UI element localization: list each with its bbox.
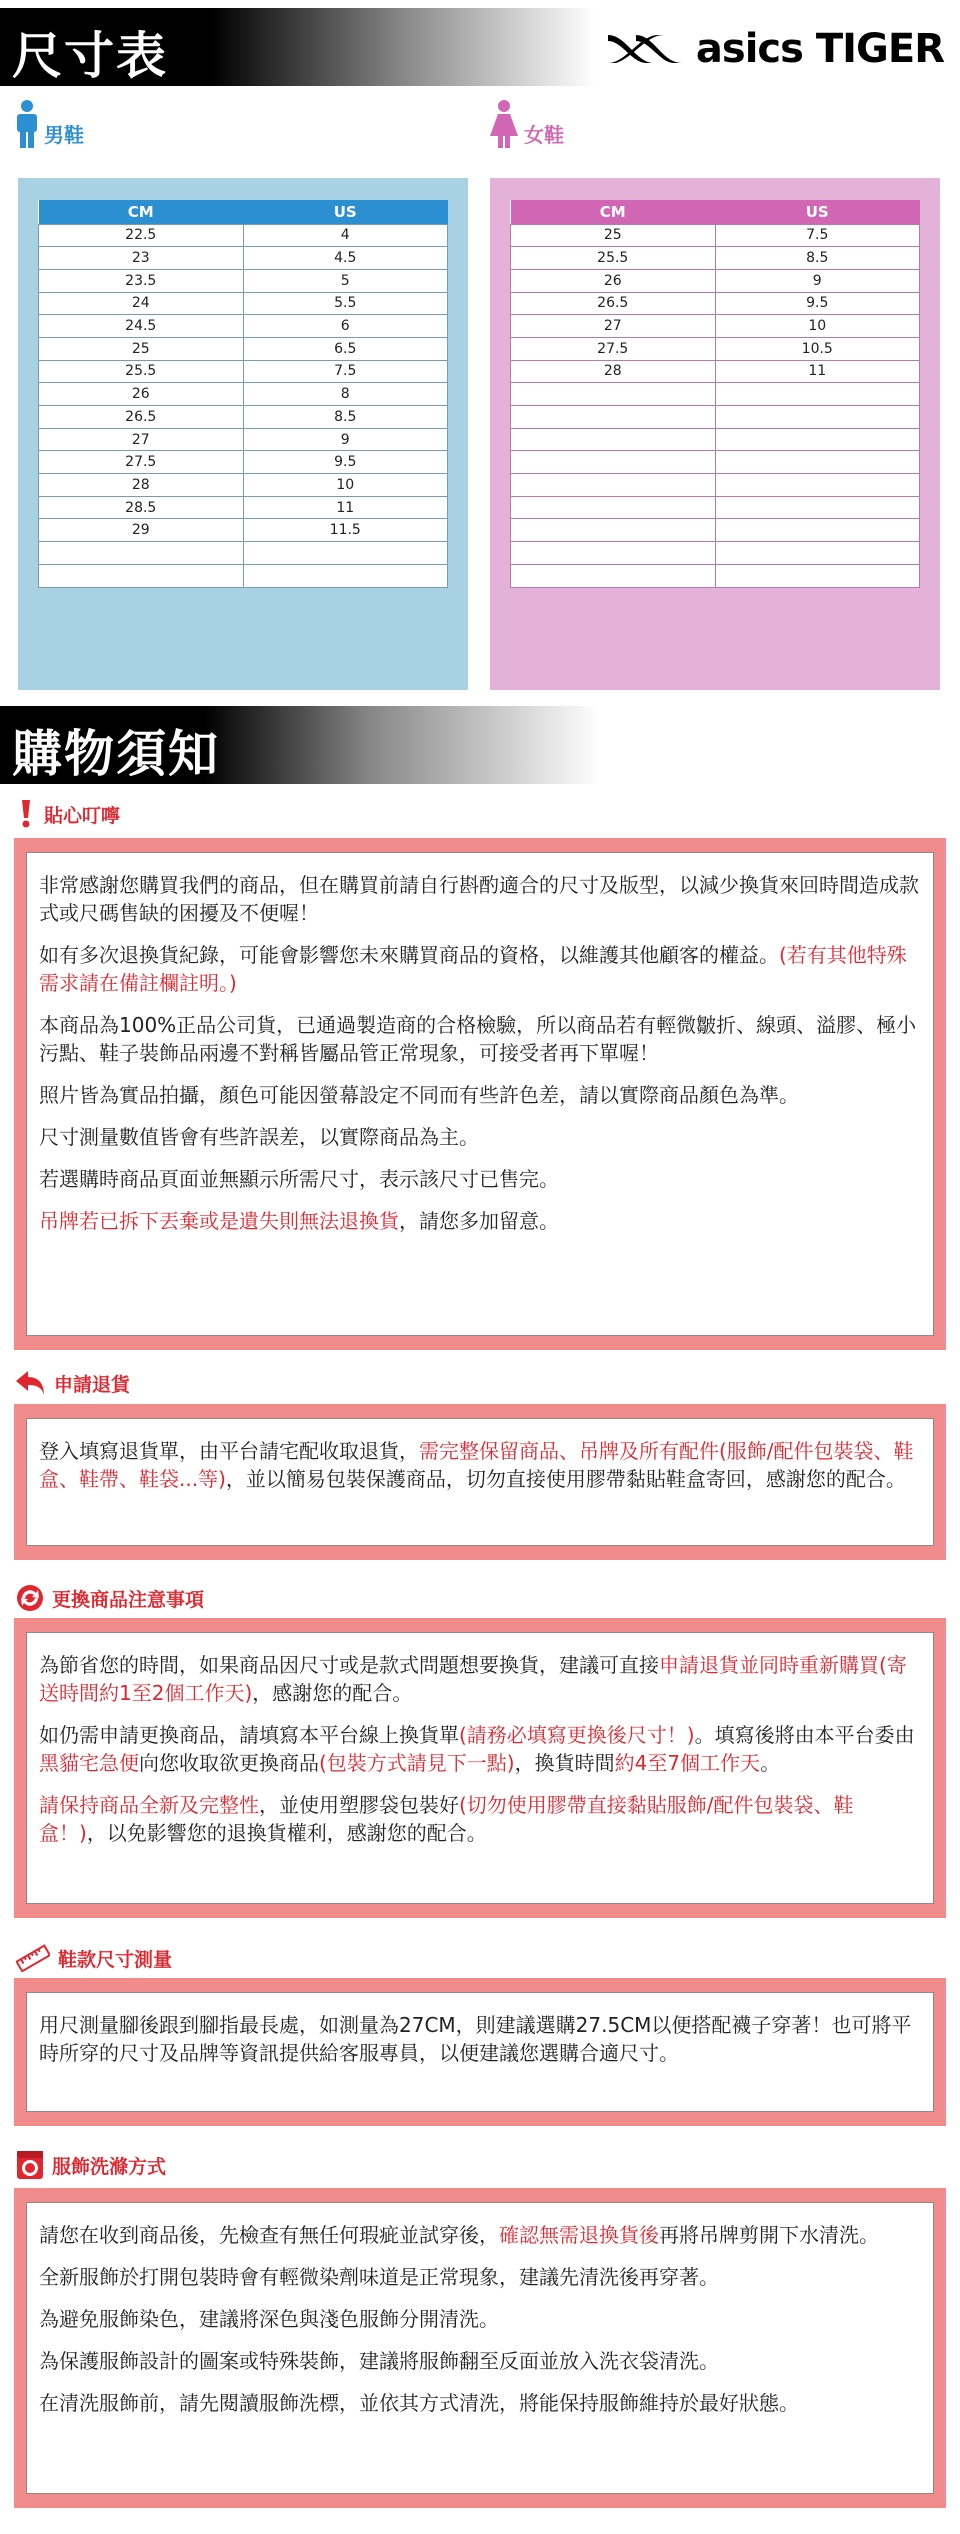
return-arrow-icon (16, 1371, 46, 1397)
cm-cell (511, 406, 716, 429)
highlight-text: 吊牌若已拆下丟棄或是遺失則無法退換貨 (39, 1209, 399, 1233)
table-row (511, 474, 920, 497)
notice-banner (0, 706, 600, 784)
body-text: 再將吊牌剪開下水清洗。 (659, 2223, 879, 2247)
notice-paragraph (39, 1207, 921, 1235)
table-row (39, 292, 448, 315)
cm-cell: 25 (39, 337, 244, 360)
us-cell: 7.5 (715, 224, 920, 247)
body-text: 照片皆為實品拍攝，顏色可能因螢幕設定不同而有些許色差，請以實際商品顏色為準。 (39, 1083, 799, 1107)
us-cell: 9.5 (715, 292, 920, 315)
cm-cell (511, 428, 716, 451)
notice-paragraph (39, 941, 921, 997)
cm-cell: 28.5 (39, 496, 244, 519)
notice-paragraph (39, 2263, 921, 2291)
brand-logo (606, 26, 944, 72)
body-text: 為節省您的時間，如果商品因尺寸或是款式問題想要換貨，建議可直接 (39, 1653, 659, 1677)
highlight-text: 確認無需退換貨後 (499, 2223, 659, 2247)
table-row (511, 360, 920, 383)
cm-cell: 26 (39, 383, 244, 406)
us-cell (243, 542, 448, 565)
table-row (511, 451, 920, 474)
cm-cell: 23.5 (39, 269, 244, 292)
section-head-tips (16, 800, 120, 828)
cm-cell: 26.5 (511, 292, 716, 315)
notice-paragraph (39, 2389, 921, 2417)
highlight-text: 申請退貨並同時重新購買(寄送時間約1至2個工作天) (39, 1653, 907, 1705)
notice-paragraph (39, 2347, 921, 2375)
body-text: ，並以簡易包裝保護商品，切勿直接使用膠帶黏貼鞋盒寄回，感謝您的配合。 (225, 1467, 906, 1491)
table-row (511, 406, 920, 429)
notice-paragraph (39, 1721, 921, 1777)
men-size-table (38, 200, 448, 588)
cm-cell: 25.5 (511, 247, 716, 270)
section-title-measure: 鞋款尺寸測量 (58, 1948, 173, 1971)
section-body-wash (26, 2202, 934, 2494)
notice-paragraph (39, 1791, 921, 1847)
cm-cell: 25 (511, 224, 716, 247)
table-row (511, 428, 920, 451)
body-text: 為避免服飾染色，建議將深色與淺色服飾分開清洗。 (39, 2307, 499, 2331)
table-row (511, 542, 920, 565)
cm-cell (511, 564, 716, 587)
us-cell: 9 (243, 428, 448, 451)
us-cell: 9.5 (243, 451, 448, 474)
us-cell: 11 (715, 360, 920, 383)
notice-paragraph (39, 871, 921, 927)
us-cell (715, 474, 920, 497)
highlight-text: 需完整保留商品、吊牌及所有配件(服飾/配件包裝袋、鞋盒、鞋帶、鞋袋...等) (39, 1439, 914, 1491)
cm-cell: 27 (39, 428, 244, 451)
us-cell: 7.5 (243, 360, 448, 383)
table-row (39, 564, 448, 587)
us-cell: 4.5 (243, 247, 448, 270)
cm-cell: 22.5 (39, 224, 244, 247)
men-label-text: 男鞋 (44, 123, 84, 147)
cm-cell: 28 (39, 474, 244, 497)
us-cell: 10 (715, 315, 920, 338)
us-cell: 9 (715, 269, 920, 292)
notice-paragraph (39, 2305, 921, 2333)
body-text: 若選購時商品頁面並無顯示所需尺寸，表示該尺寸已售完。 (39, 1167, 559, 1191)
cm-cell (511, 474, 716, 497)
cm-cell: 25.5 (39, 360, 244, 383)
section-box-measure (14, 1978, 946, 2126)
section-body-exchange (26, 1632, 934, 1904)
section-title-return: 申請退貨 (54, 1374, 131, 1396)
us-cell (715, 383, 920, 406)
table-row (39, 428, 448, 451)
table-row (511, 519, 920, 542)
section-box-exchange (14, 1618, 946, 1918)
cm-cell (39, 542, 244, 565)
men-label (14, 100, 84, 148)
cm-cell: 24 (39, 292, 244, 315)
table-row (511, 315, 920, 338)
body-text: 全新服飾於打開包裝時會有輕微染劑味道是正常現象，建議先清洗後再穿著。 (39, 2265, 719, 2289)
us-cell: 6.5 (243, 337, 448, 360)
table-row (511, 564, 920, 587)
men-size-panel (18, 178, 468, 690)
table-row (511, 224, 920, 247)
body-text: 非常感謝您購買我們的商品，但在購買前請自行斟酌適合的尺寸及版型，以減少換貨來回時間造成款式或尺碼售缺的困擾及不便喔！ (39, 873, 919, 925)
notice-paragraph (39, 1123, 921, 1151)
table-row (511, 496, 920, 519)
washing-machine-icon (16, 2150, 44, 2180)
table-row (39, 224, 448, 247)
women-header-cm: CM (599, 202, 626, 221)
notice-paragraph (39, 1011, 921, 1067)
us-cell (715, 406, 920, 429)
notice-paragraph (39, 1165, 921, 1193)
asics-stripes-icon (606, 31, 686, 67)
us-cell: 10.5 (715, 337, 920, 360)
body-text: ，並使用塑膠袋包裝好 (259, 1793, 459, 1817)
section-box-return (14, 1404, 946, 1560)
body-text: 請您在收到商品後，先檢查有無任何瑕疵並試穿後， (39, 2223, 499, 2247)
us-cell: 8.5 (243, 406, 448, 429)
body-text: 在清洗服飾前，請先閱讀服飾洗標，並依其方式清洗，將能保持服飾維持於最好狀態。 (39, 2391, 799, 2415)
table-row (39, 383, 448, 406)
highlight-text: 約4至7個工作天 (614, 1751, 761, 1775)
women-header-us: US (805, 202, 829, 221)
highlight-text: 黑貓宅急便 (39, 1751, 139, 1775)
section-head-measure (16, 1944, 172, 1972)
us-cell (715, 564, 920, 587)
us-cell: 6 (243, 315, 448, 338)
us-cell (715, 496, 920, 519)
highlight-text: (若有其他特殊需求請在備註欄註明。) (39, 943, 907, 995)
us-cell (715, 542, 920, 565)
us-cell: 5 (243, 269, 448, 292)
table-row (511, 337, 920, 360)
cm-cell: 28 (511, 360, 716, 383)
body-text: ，換貨時間 (514, 1751, 615, 1775)
body-text: 向您收取欲更換商品 (139, 1751, 319, 1775)
section-title-exchange: 更換商品注意事項 (52, 1588, 205, 1611)
brand-name: asics TIGER (695, 26, 944, 72)
men-header-cm: CM (127, 202, 154, 221)
body-text: 尺寸測量數值皆會有些許誤差，以實際商品為主。 (39, 1125, 479, 1149)
cm-cell: 27.5 (511, 337, 716, 360)
body-text: 用尺測量腳後跟到腳指最長處，如測量為27CM，則建議選購27.5CM以便搭配襪子穿著！也可將平時所穿的尺寸及品牌等資訊提供給客服專員，以便建議您選購合適尺寸。 (39, 2013, 912, 2065)
notice-paragraph (39, 2221, 921, 2249)
us-cell: 11 (243, 496, 448, 519)
notice-paragraph (39, 1437, 921, 1493)
highlight-text: (切勿使用膠帶直接黏貼服飾/配件包裝袋、鞋盒！) (39, 1793, 854, 1845)
notice-paragraph (39, 1651, 921, 1707)
cm-cell: 27 (511, 315, 716, 338)
us-cell (243, 564, 448, 587)
notice-title: 購物須知 (12, 725, 220, 783)
cm-cell: 24.5 (39, 315, 244, 338)
table-row (39, 451, 448, 474)
table-row (39, 315, 448, 338)
body-text: 本商品為100%正品公司貨，已通過製造商的合格檢驗，所以商品若有輕微皺折、線頭、溢膠、極小污點、鞋子裝飾品兩邊不對稱皆屬品管正常現象，可接受者再下單喔！ (39, 1013, 917, 1065)
body-text: 登入填寫退貨單，由平台請宅配收取退貨， (39, 1439, 419, 1463)
table-row (39, 496, 448, 519)
cm-cell (511, 383, 716, 406)
table-row (511, 247, 920, 270)
cm-cell (511, 519, 716, 542)
us-cell: 5.5 (243, 292, 448, 315)
notice-paragraph (39, 2011, 921, 2067)
us-cell: 8.5 (715, 247, 920, 270)
table-row (39, 337, 448, 360)
section-head-return (16, 1370, 130, 1397)
exclamation-icon (16, 800, 36, 828)
table-row (511, 383, 920, 406)
women-label (488, 100, 564, 148)
section-head-wash (16, 2150, 166, 2180)
highlight-text: 請保持商品全新及完整性 (39, 1793, 259, 1817)
women-size-panel (490, 178, 940, 690)
table-row (39, 542, 448, 565)
section-box-tips (14, 838, 946, 1350)
table-row (39, 519, 448, 542)
us-cell (715, 451, 920, 474)
us-cell: 8 (243, 383, 448, 406)
cm-cell: 23 (39, 247, 244, 270)
exchange-cycle-icon (16, 1584, 44, 1612)
section-head-exchange (16, 1584, 204, 1612)
cm-cell (511, 451, 716, 474)
table-row (511, 269, 920, 292)
table-row (511, 292, 920, 315)
cm-cell: 26 (511, 269, 716, 292)
us-cell: 10 (243, 474, 448, 497)
women-label-text: 女鞋 (524, 123, 564, 147)
section-body-tips (26, 852, 934, 1336)
body-text: 為保護服飾設計的圖案或特殊裝飾，建議將服飾翻至反面並放入洗衣袋清洗。 (39, 2349, 719, 2373)
body-text: 如有多次退換貨紀錄，可能會影響您未來購買商品的資格，以維護其他顧客的權益。 (39, 943, 779, 967)
section-title-tips: 貼心叮嚀 (44, 804, 121, 827)
body-text: ，感謝您的配合。 (252, 1681, 413, 1705)
body-text: 。 (760, 1751, 781, 1775)
notice-paragraph (39, 1081, 921, 1109)
woman-icon (488, 100, 520, 148)
section-body-measure (26, 1992, 934, 2112)
cm-cell (39, 564, 244, 587)
size-chart-banner (0, 8, 960, 86)
table-row (39, 247, 448, 270)
highlight-text: (包裝方式請見下一點) (319, 1751, 515, 1775)
us-cell (715, 519, 920, 542)
table-row (39, 269, 448, 292)
cm-cell: 29 (39, 519, 244, 542)
cm-cell (511, 496, 716, 519)
body-text: ，請您多加留意。 (399, 1209, 559, 1233)
body-text: 。填寫後將由本平台委由 (694, 1723, 915, 1747)
highlight-text: (請務必填寫更換後尺寸！) (459, 1723, 695, 1747)
cm-cell: 27.5 (39, 451, 244, 474)
size-chart-title: 尺寸表 (12, 27, 168, 85)
table-row (39, 474, 448, 497)
section-body-return (26, 1418, 934, 1546)
cm-cell: 26.5 (39, 406, 244, 429)
section-title-wash: 服飾洗滌方式 (52, 2155, 167, 2178)
women-size-table (510, 200, 920, 588)
table-row (39, 406, 448, 429)
section-box-wash (14, 2188, 946, 2508)
men-header-us: US (333, 202, 357, 221)
us-cell: 11.5 (243, 519, 448, 542)
us-cell: 4 (243, 224, 448, 247)
cm-cell (511, 542, 716, 565)
body-text: ，以免影響您的退換貨權利，感謝您的配合。 (86, 1821, 487, 1845)
table-row (39, 360, 448, 383)
body-text: 如仍需申請更換商品，請填寫本平台線上換貨單 (39, 1723, 459, 1747)
ruler-icon (16, 1944, 50, 1972)
man-icon (14, 100, 40, 148)
us-cell (715, 428, 920, 451)
